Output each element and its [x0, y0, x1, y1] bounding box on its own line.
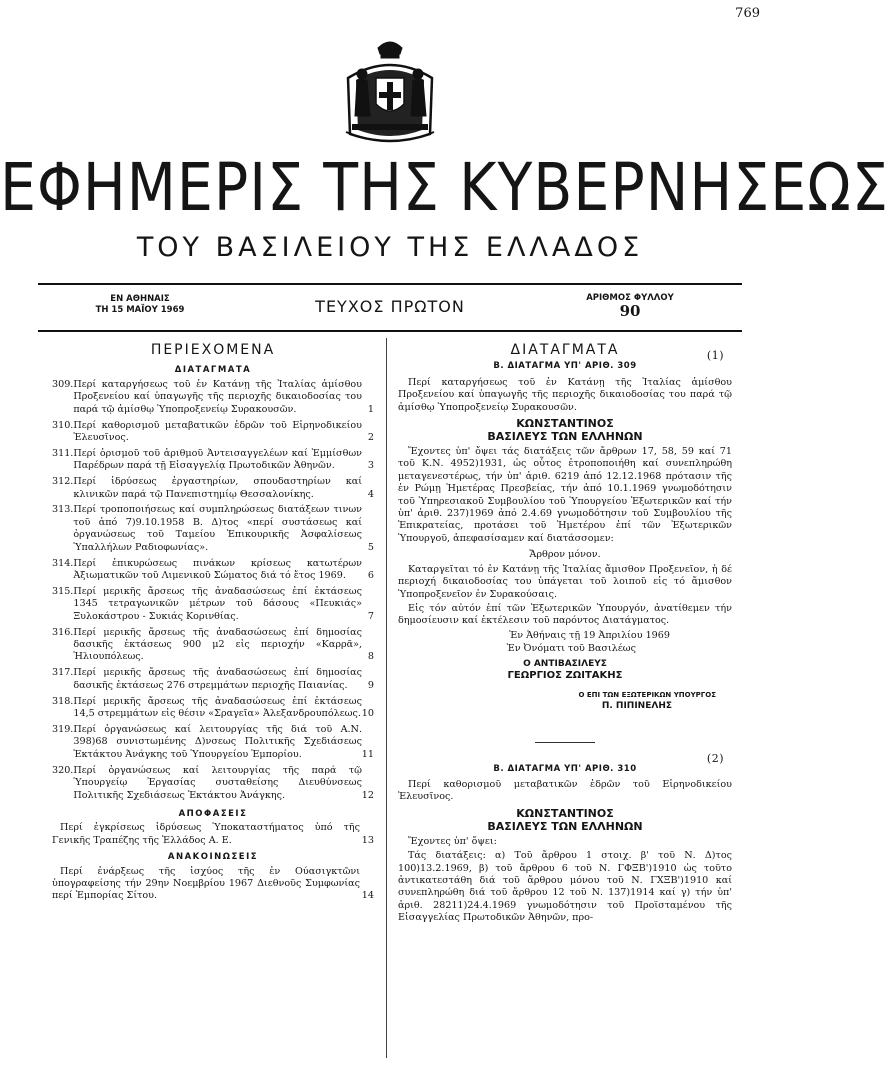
header-top-rule: [38, 283, 742, 285]
decree-309-subject: Περί καταργήσεως τοῦ ἐν Κατάνῃ τῆς Ἰταλίας ἀμίσθου Προξενείου καί ὑπαγωγῆς τῆς περιοχῆς δικαιοδοσίας του παρά τῷ ἀμίσθῳ Ὑποπροξενείῳ Συρακουσῶν.: [398, 376, 732, 413]
decree-310-king: [398, 807, 732, 833]
contents-item: [52, 696, 374, 721]
contents-item-text: [73, 627, 374, 664]
decrees-column: [398, 344, 732, 927]
gazette-title: ΕΦΗΜΕΡΙΣ ΤΗΣ ΚΥΒΕΡΝΗΣΕΩΣ: [0, 150, 889, 226]
regent-name: ΓΕΩΡΓΙΟΣ ΖΩΙΤΑΚΗΣ: [507, 669, 623, 681]
contents-list: [52, 379, 374, 802]
contents-item-number: 310.: [52, 419, 74, 431]
contents-item-page: 10: [361, 708, 374, 720]
contents-item-page: 11: [361, 748, 374, 760]
contents-item-page: 9: [367, 679, 374, 691]
contents-item-number: 318.: [52, 695, 74, 707]
page-number: 769: [735, 6, 760, 21]
contents-item: [52, 586, 374, 623]
contents-item-title: Περί ἱδρύσεως ἐργαστηρίων, σπουδαστηρίων καί κλινικῶν παρά τῷ Πανεπιστημίῳ Θεσσαλονίκης.: [73, 476, 362, 500]
contents-item-text: [73, 696, 374, 721]
decree-309-execution: Εἰς τόν αὐτόν ἐπί τῶν Ἐξωτερικῶν Ὑπουργόν, ἀνατίθεμεν τήν δημοσίευσιν καί ἐκτέλεσιν τοῦ παρόντος Διατάγματος.: [398, 602, 732, 627]
contents-item-number: 315.: [52, 585, 74, 597]
decree-310-subject: Περί καθορισμοῦ μεταβατικῶν ἑδρῶν τοῦ Εἰρηνοδικείου Ἐλευσῖνος.: [398, 778, 732, 803]
decree-309-king: [398, 417, 732, 443]
contents-item-title: Περί καταργήσεως τοῦ ἐν Κατάνῃ τῆς Ἰταλίας ἀμίσθου Προξενείου καί ὑπαγωγῆς τῆς περιοχῆς δικαιοδοσίας του παρά τῷ ἀμίσθῳ Ὑποπροξενείῳ Συρακουσῶν.: [73, 378, 362, 415]
king-title: ΒΑΣΙΛΕΥΣ ΤΩΝ ΕΛΛΗΝΩΝ: [487, 819, 643, 833]
issue-date: ΤΗ 15 ΜΑΪΟΥ 1969: [95, 305, 185, 315]
contents-item: [52, 627, 374, 664]
contents-item-text: [73, 448, 374, 473]
contents-item-number: 316.: [52, 626, 74, 638]
sheet-number-label: ΑΡΙΘΜΟΣ ΦΥΛΛΟΥ: [586, 293, 674, 303]
contents-decision: [52, 822, 374, 847]
contents-item-title: Περί μερικῆς ἄρσεως τῆς ἀναδασώσεως ἐπί δημοσίας δασικῆς ἐκτάσεως 900 μ2 εἰς περιοχήν «Καρρᾶ», Ἡλιουπόλεως.: [73, 626, 362, 663]
decree-309-regent: [398, 658, 732, 682]
contents-item-page: 5: [367, 541, 374, 553]
contents-item-page: 8: [367, 651, 374, 663]
contents-item: [52, 448, 374, 473]
issue-volume: ΤΕΥΧΟΣ ΠΡΩΤΟΝ: [315, 297, 465, 316]
contents-item-page: 6: [367, 570, 374, 581]
decree-309-article: Ἄρθρον μόνον.: [529, 549, 601, 561]
contents-item-title: Περί ὀργανώσεως καί λειτουργίας τῆς διά τοῦ Α.Ν. 398)68 συνιστωμένης Δ)νσεως Πολιτικῆς Σχεδιάσεως Ἐκτάκτου Ἀνάγκης τοῦ Ὑπουργείου Ἐμπορίου.: [73, 723, 362, 760]
contents-item: [52, 724, 374, 761]
decision-page: 13: [361, 834, 374, 846]
contents-item-text: [73, 504, 374, 554]
contents-item: [52, 667, 374, 692]
contents-item-text: [73, 558, 374, 583]
contents-item-number: 313.: [52, 504, 74, 516]
decree-310-mark: (2): [706, 751, 724, 765]
decree-309-minister: [398, 690, 732, 712]
contents-item-title: Περί τροποποιήσεως καί συμπληρώσεως διατάξεων τινων τοῦ ἀπό 7)9.10.1958 Β. Δ)τος «περί συστάσεως καί ὀργανώσεως τοῦ Ταμείου Ἐπικουρικῆς Ἀσφαλίσεως Ὑπαλλήλων Ραδιοφωνίας».: [73, 504, 362, 553]
decree-309-body: Καταργεῖται τό ἐν Κατάνῃ τῆς Ἰταλίας ἄμισθον Προξενεῖον, ἡ δέ περιοχή δικαιοδοσίας του ὑπάγεται τοῦ λοιποῦ εἰς τό ἄμισθον Ὑποπροξενεῖον ἐν Συρακούσαις.: [398, 563, 732, 600]
contents-item-page: 1: [367, 403, 374, 415]
contents-item-text: [73, 586, 374, 623]
decree-310-intro: Ἔχοντες ὑπ' ὄψει:: [408, 835, 497, 847]
decree-separator: [535, 742, 595, 743]
contents-item-number: 320.: [52, 764, 74, 776]
decree-309-preamble: Ἔχοντες ὑπ' ὄψει τάς διατάξεις τῶν ἄρθρων 17, 58, 59 καί 71 τοῦ Κ.Ν. 4952)1931, ὡς οὗτος ἐτροποποιήθη καί συνεπληρώθη μεταγενεστέρως, τήν ὑπ' ἀριθ. 6219 ἀπό 12.12.1968 πρότασιν τῆς ἐν Ρώμῃ Ἡμετέρας Πρεσβείας, τήν ἀπό 10.1.1969 γνωμοδότησιν τοῦ Ὑπηρεσιακοῦ Συμβουλίου τοῦ Ὑπουργείου Ἐξωτερικῶν καί τήν ὑπ' ἀριθ. 237)1969 ἀπό 2.4.69 γνωμοδότησιν τοῦ Συμβουλίου τῆς Ἐπικρατείας, προτάσει τοῦ Ἡμετέρου ἐπί τῶν Ἐξωτερικῶν Ὑπουργοῦ, ἀπεφασίσαμεν καί διατάσσομεν:: [398, 446, 732, 544]
header-bottom-rule: [38, 330, 742, 332]
contents-item-page: 4: [367, 488, 374, 500]
minister-name: Π. ΠΙΠΙΝΕΛΗΣ: [601, 700, 672, 711]
decree-309-title-text: Β. ΔΙΑΤΑΓΜΑ ΥΠ' ΑΡΙΘ. 309: [493, 361, 637, 372]
issue-place: ΕΝ ΑΘΗΝΑΙΣ: [110, 294, 170, 304]
issue-date-block: [70, 294, 210, 316]
minister-title: Ο ΕΠΙ ΤΩΝ ΕΞΩΤΕΡΙΚΩΝ ΥΠΟΥΡΓΟΣ: [578, 690, 716, 699]
announcement-text: Περί ἐνάρξεως τῆς ἰσχύος τῆς ἐν Ούασιγκτῶνι ὑπογραφείσης τήν 29ην Νοεμβρίου 1967 Διεθνοῦς Συμφωνίας περί Ἐμπορίας Σίτου.: [52, 865, 360, 902]
contents-item-number: 314.: [52, 557, 74, 569]
contents-announcement: [52, 866, 374, 903]
contents-item-title: Περί μερικῆς ἄρσεως τῆς ἀναδασώσεως ἐπί δημοσίας δασικῆς ἐκτάσεως 276 στρεμμάτων περιοχῆς Παιανίας.: [73, 667, 362, 691]
contents-item-text: [73, 476, 374, 501]
contents-item-title: Περί ὁρισμοῦ τοῦ ἀριθμοῦ Ἀντεισαγγελέων καί Ἐμμίσθων Παρέδρων παρά τῇ Εἰσαγγελίᾳ Πρωτοδικῶν Ἀθηνῶν.: [73, 447, 362, 472]
contents-item-text: [73, 667, 374, 692]
contents-item-page: 3: [367, 460, 374, 472]
contents-item: [52, 765, 374, 802]
contents-item-title: Περί ἐπικυρώσεως πινάκων κρίσεως κατωτέρων Ἀξιωματικῶν τοῦ Λιμενικοῦ Σώματος διά τό ἔτος 1969.: [73, 557, 362, 581]
contents-item-text: [73, 420, 374, 445]
decree-310-body: Τάς διατάξεις: α) Τοῦ ἄρθρου 1 στοιχ. β' τοῦ Ν. Δ)τος 100)13.2.1969, β) τοῦ ἄρθρου 6 τοῦ Ν. ΓΦΞΒ')1910 ὡς τοῦτο ἀντικατεστάθη διά τοῦ ἄρθρου μόνου τοῦ Ν. ΓΧΞΒ')1910 καί συνεπληρώθη διά τοῦ ἄρθρου 12 τοῦ Ν. 137)1914 καί γ) τήν ὑπ' ἀριθ. 28211)24.4.1969 γνωμοδότησιν τοῦ Προϊσταμένου τῆς Εἰσαγγελίας Πρωτοδικῶν Ἀθηνῶν, προ-: [398, 850, 732, 924]
contents-item: [52, 379, 374, 416]
king-title: ΒΑΣΙΛΕΥΣ ΤΩΝ ΕΛΛΗΝΩΝ: [487, 430, 643, 444]
contents-item-page: 2: [367, 431, 374, 443]
contents-item: [52, 476, 374, 501]
gazette-subtitle: ΤΟΥ ΒΑΣΙΛΕΙΟΥ ΤΗΣ ΕΛΛΑΔΟΣ: [136, 232, 644, 263]
contents-item-text: [73, 724, 374, 761]
contents-item-number: 309.: [52, 378, 74, 390]
contents-item: [52, 504, 374, 554]
sheet-number-block: [556, 293, 704, 318]
contents-item-title: Περί μερικῆς ἄρσεως τῆς ἀναδασώσεως ἐπί ἐκτάσεως 14,5 στρεμμάτων εἰς θέσιν «Σραγεῖα» Ἀλεξανδρουπόλεως.: [73, 695, 362, 720]
contents-decrees-heading: ΔΙΑΤΑΓΜΑΤΑ: [174, 365, 252, 376]
contents-decisions-heading: ΑΠΟΦΑΣΕΙΣ: [178, 808, 248, 819]
contents-column: [52, 344, 374, 906]
column-divider: [386, 338, 387, 1058]
contents-item: [52, 420, 374, 445]
king-name: ΚΩΝΣΤΑΝΤΙΝΟΣ: [516, 417, 614, 431]
decrees-heading: ΔΙΑΤΑΓΜΑΤΑ: [510, 342, 620, 358]
contents-heading: ΠΕΡΙΕΧΟΜΕΝΑ: [150, 342, 276, 358]
decree-310-title-text: Β. ΔΙΑΤΑΓΜΑ ΥΠ' ΑΡΙΘ. 310: [493, 763, 637, 774]
decree-309-mark: (1): [706, 349, 724, 363]
royal-coat-of-arms-icon: [326, 38, 454, 142]
contents-item-number: 317.: [52, 667, 74, 679]
regent-title: Ο ΑΝΤΙΒΑΣΙΛΕΥΣ: [523, 658, 607, 669]
decision-text: Περί ἐγκρίσεως ἱδρύσεως Ὑποκαταστήματος ὑπό τῆς Γενικῆς Τραπέζης τῆς Ἑλλάδος Α. Ε.: [52, 822, 360, 846]
contents-item: [52, 558, 374, 583]
decree-309-in-name: Ἐν Ὀνόματι τοῦ Βασιλέως: [506, 643, 636, 655]
announcement-page: 14: [361, 890, 374, 902]
king-name: ΚΩΝΣΤΑΝΤΙΝΟΣ: [516, 806, 614, 820]
contents-announcements-heading: ΑΝΑΚΟΙΝΩΣΕΙΣ: [167, 852, 259, 863]
contents-item-title: Περί μερικῆς ἄρσεως τῆς ἀναδασώσεως ἐπί ἐκτάσεως 1345 τετραγωνικῶν μέτρων τοῦ δάσους «Πευκιάς» Ξυλοκάστρου - Συκιάς Κορινθίας.: [73, 585, 362, 622]
contents-item-title: Περί ὀργανώσεως καί λειτουργίας τῆς παρά τῷ Ὑπουργείῳ Ἐργασίας συσταθείσης Διευθύνσεως Πολιτικῆς Σχεδιάσεως Ἐκτάκτου Ἀνάγκης.: [73, 764, 362, 801]
sheet-number: 90: [619, 302, 641, 320]
contents-item-number: 311.: [52, 447, 74, 459]
contents-item-page: 7: [367, 610, 374, 622]
contents-item-text: [73, 765, 374, 802]
contents-item-page: 12: [361, 789, 374, 801]
decree-310-title: [398, 751, 732, 775]
contents-item-text: [73, 379, 374, 416]
contents-item-title: Περί καθορισμοῦ μεταβατικῶν ἑδρῶν τοῦ Εἰρηνοδικείου Ἐλευσῖνος.: [73, 419, 362, 443]
contents-item-number: 319.: [52, 723, 74, 735]
contents-item-number: 312.: [52, 476, 74, 488]
decree-309-place-date: Ἐν Ἀθήναις τῇ 19 Ἀπριλίου 1969: [509, 629, 670, 641]
